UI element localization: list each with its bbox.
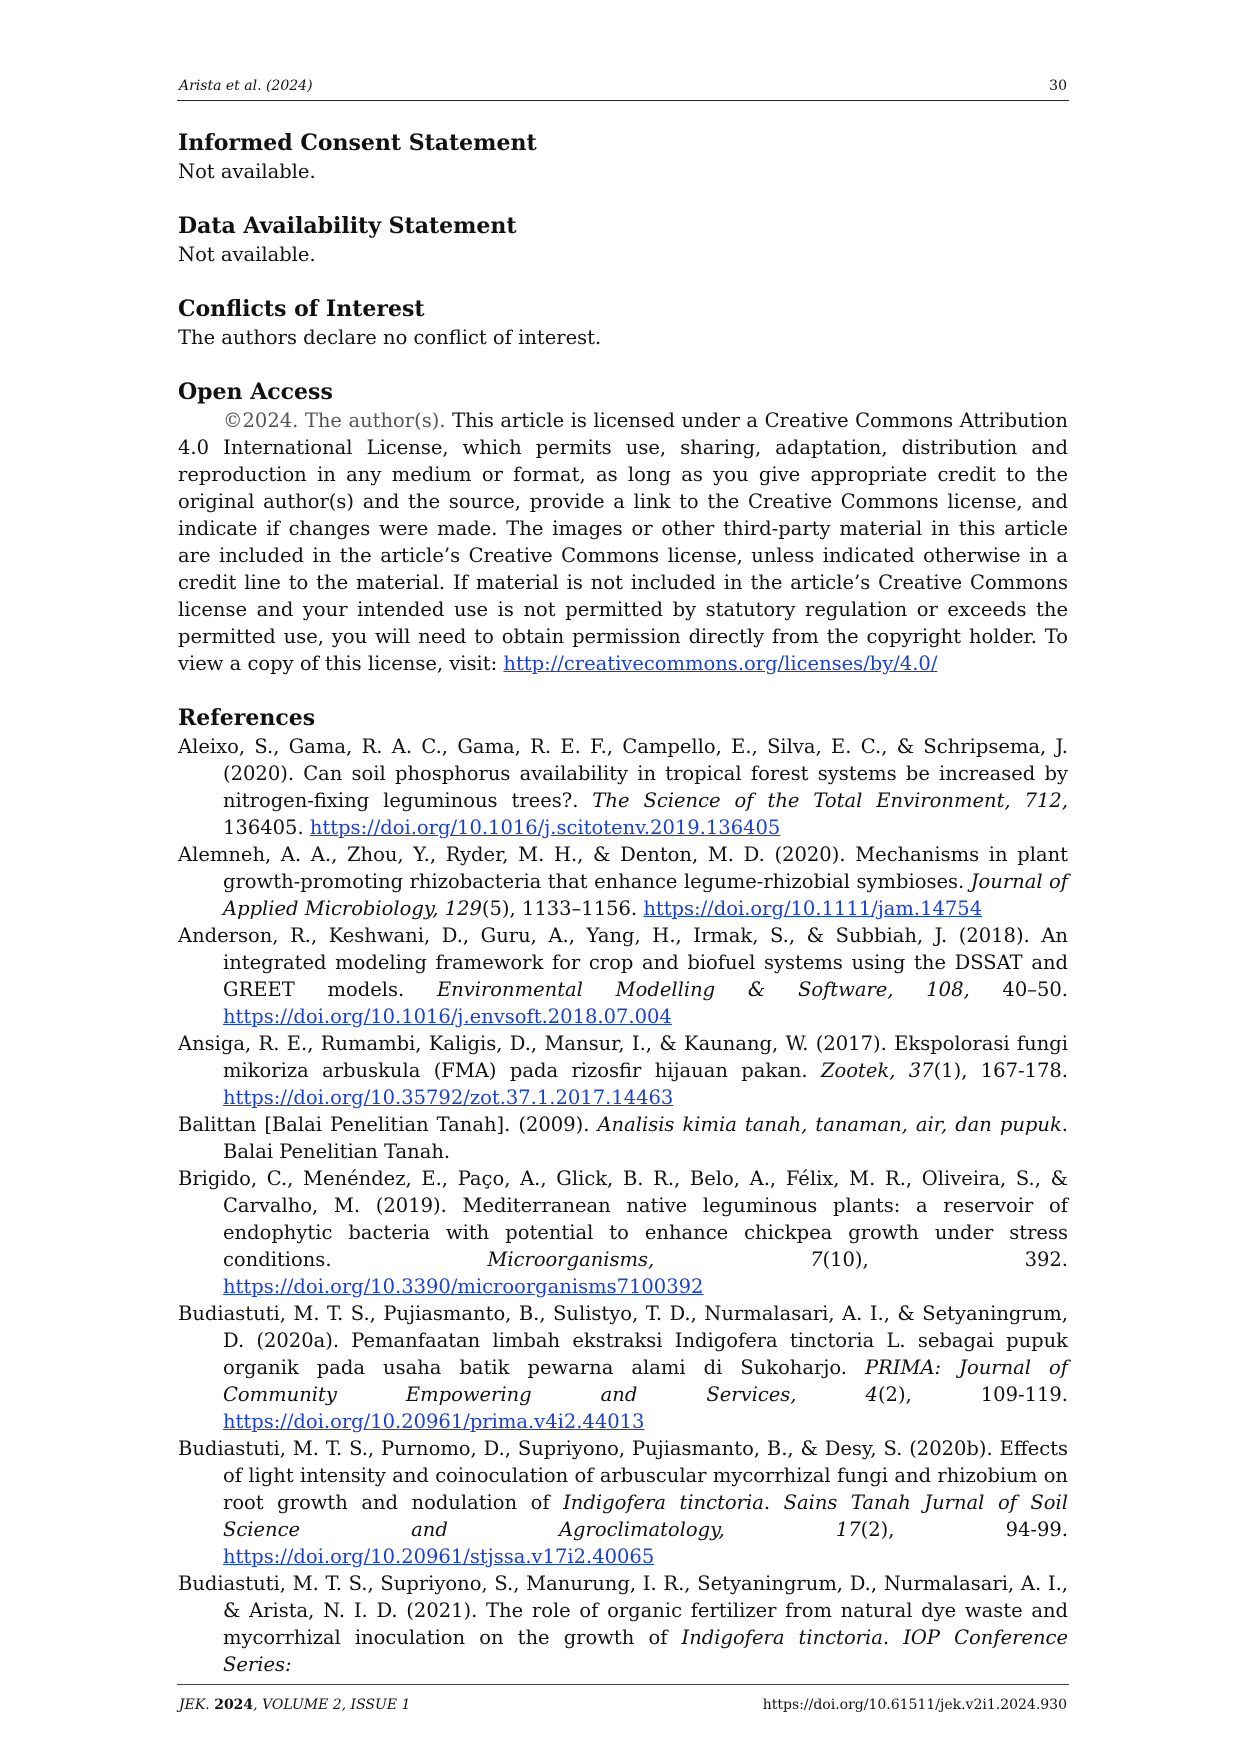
reference-source: Environmental Modelling & Software, 108, [436, 978, 970, 1001]
section-text: Not available. [178, 160, 316, 183]
section-heading: Data Availability Statement [178, 213, 517, 239]
reference-text: Balittan [Balai Penelitian Tanah]. (2009). [178, 1113, 598, 1136]
reference-source: Sains Tanah Jurnal of Soil Science and Agroclimatology, 17 [223, 1491, 1068, 1541]
license-link[interactable]: http://creativecommons.org/licenses/by/4.0/ [503, 652, 938, 675]
reference-text: (1), 167-178. [933, 1059, 1068, 1082]
journal-citation [179, 1697, 410, 1713]
section-heading: Informed Consent Statement [178, 130, 537, 156]
reference-item [178, 1300, 1068, 1435]
reference-doi-link[interactable]: https://doi.org/10.20961/prima.v4i2.44013 [223, 1410, 645, 1433]
reference-item [178, 733, 1068, 841]
footer-doi: https://doi.org/10.61511/jek.v2i1.2024.930 [762, 1697, 1067, 1713]
section-text: The authors declare no conflict of interest. [178, 326, 602, 349]
section-text: Not available. [178, 243, 316, 266]
conflicts-section [178, 294, 1068, 351]
reference-doi-link[interactable]: https://doi.org/10.3390/microorganisms7100392 [223, 1275, 704, 1298]
reference-text: Alemneh, A. A., Zhou, Y., Ryder, M. H., & Denton, M. D. (2020). Mechanisms in plant growth-promoting rhizobacteria that enhance legume-rhizobial symbioses. [178, 843, 1068, 893]
reference-item [178, 1030, 1068, 1111]
license-paragraph [178, 407, 1068, 677]
reference-text: Ansiga, R. E., Rumambi, Kaligis, D., Mansur, I., & Kaunang, W. (2017). Ekspolorasi fungi mikoriza arbuskula (FMA) pada rizosfir hijauan pakan. [178, 1032, 1068, 1082]
reference-text: Budiastuti, M. T. S., Purnomo, D., Supriyono, Pujiasmanto, B., & Desy, S. (2020b). Effects of light intensity and coinoculation of arbuscular mycorrhizal fungi and rhizobium on root growth and nodulation of [178, 1437, 1068, 1514]
reference-doi-link[interactable]: https://doi.org/10.1016/j.scitotenv.2019.136405 [309, 816, 781, 839]
reference-text: Aleixo, S., Gama, R. A. C., Gama, R. E. F., Campello, E., Silva, E. C., & Schripsema, J. (2020). Can soil phosphorus availability in tropical forest systems be increased by nitrogen-fixing leguminous trees?. [178, 735, 1068, 812]
reference-source: PRIMA: Journal of Community Empowering and Services, 4 [223, 1356, 1068, 1406]
reference-text: Budiastuti, M. T. S., Pujiasmanto, B., Sulistyo, T. D., Nurmalasari, A. I., & Setyaningrum, D. (2020a). Pemanfaatan limbah ekstraksi Indigofera tinctoria L. sebagai pupuk organik pada usaha batik pewarna alami di Sukoharjo. [178, 1302, 1068, 1379]
journal-name: JEK. [179, 1697, 215, 1713]
reference-text: 40–50. [969, 978, 1068, 1001]
reference-doi-link[interactable]: https://doi.org/10.20961/stjssa.v17i2.40065 [223, 1545, 655, 1568]
reference-source: Microorganisms, 7 [487, 1248, 823, 1271]
reference-text: (10), 392. [822, 1248, 1068, 1271]
open-access-section [178, 377, 1068, 677]
reference-text: . [763, 1491, 784, 1514]
reference-text: 136405. [223, 816, 310, 839]
reference-source: Journal of Applied Microbiology, 129 [223, 870, 1069, 920]
references-section [178, 703, 1068, 1678]
journal-volume: , VOLUME 2, ISSUE 1 [253, 1697, 411, 1713]
copyright-notice: ©2024. The author(s). [223, 409, 453, 432]
reference-text: Anderson, R., Keshwani, D., Guru, A., Yang, H., Irmak, S., & Subbiah, J. (2018). An integrated modeling framework for crop and biofuel systems using the DSSAT and GREET models. [178, 924, 1068, 1001]
license-text: This article is licensed under a Creative Commons Attribution 4.0 International License, which permits use, sharing, adaptation, distribution and reproduction in any medium or format, as long as you give appropriate credit to the original author(s) and the source, provide a link to the Creative Commons license, and indicate if changes were made. The images or other third-party material in this article are included in the article’s Creative Commons license, unless indicated otherwise in a credit line to the material. If material is not included in the article’s Creative Commons license and your intended use is not permitted by statutory regulation or exceeds the permitted use, you will need to obtain permission directly from the copyright holder. To view a copy of this license, visit: [178, 409, 1068, 675]
reference-item [178, 1435, 1068, 1570]
reference-item [178, 1111, 1068, 1165]
page-number: 30 [1049, 78, 1067, 94]
reference-text: Budiastuti, M. T. S., Supriyono, S., Manurung, I. R., Setyaningrum, D., Nurmalasari, A. I., & Arista, N. I. D. (2021). The role of organic fertilizer from natural dye waste and mycorrhizal inoculation on the growth of [178, 1572, 1068, 1649]
data-availability-section [178, 211, 1068, 268]
reference-text: (2), 109-119. [877, 1383, 1069, 1406]
reference-item [178, 1570, 1068, 1678]
running-header [177, 78, 1069, 101]
journal-year: 2024 [214, 1697, 254, 1713]
reference-source: IOP Conference Series: [223, 1626, 1068, 1676]
reference-doi-link[interactable]: https://doi.org/10.1016/j.envsoft.2018.07.004 [223, 1005, 672, 1028]
reference-source: The Science of the Total Environment, 712, [592, 789, 1068, 812]
reference-text: (2), 94-99. [860, 1518, 1069, 1541]
page-footer [177, 1684, 1069, 1721]
reference-text: Brigido, C., Menéndez, E., Paço, A., Glick, B. R., Belo, A., Félix, M. R., Oliveira, S., & Carvalho, M. (2019). Mediterranean native leguminous plants: a reservoir of endophytic bacteria with potential to enhance chickpea growth under stress conditions. [178, 1167, 1068, 1271]
reference-item [178, 841, 1068, 922]
reference-doi-link[interactable]: https://doi.org/10.1111/jam.14754 [643, 897, 983, 920]
reference-item [178, 922, 1068, 1030]
reference-doi-link[interactable]: https://doi.org/10.35792/zot.37.1.2017.14463 [223, 1086, 674, 1109]
reference-list [178, 733, 1068, 1678]
reference-source: Zootek, 37 [820, 1059, 934, 1082]
section-heading: Open Access [178, 379, 333, 405]
page-content [178, 128, 1068, 1678]
reference-text: (5), 1133–1156. [481, 897, 644, 920]
reference-source: Indigofera tinctoria [563, 1491, 764, 1514]
running-head: Arista et al. (2024) [179, 78, 313, 94]
informed-consent-section [178, 128, 1068, 185]
reference-text: . [882, 1626, 904, 1649]
reference-text: . Balai Penelitian Tanah. [223, 1113, 1068, 1163]
reference-source: Indigofera tinctoria [681, 1626, 883, 1649]
section-heading: Conflicts of Interest [178, 296, 425, 322]
section-heading: References [178, 705, 316, 731]
reference-item [178, 1165, 1068, 1300]
reference-source: Analisis kimia tanah, tanaman, air, dan pupuk [597, 1113, 1062, 1136]
